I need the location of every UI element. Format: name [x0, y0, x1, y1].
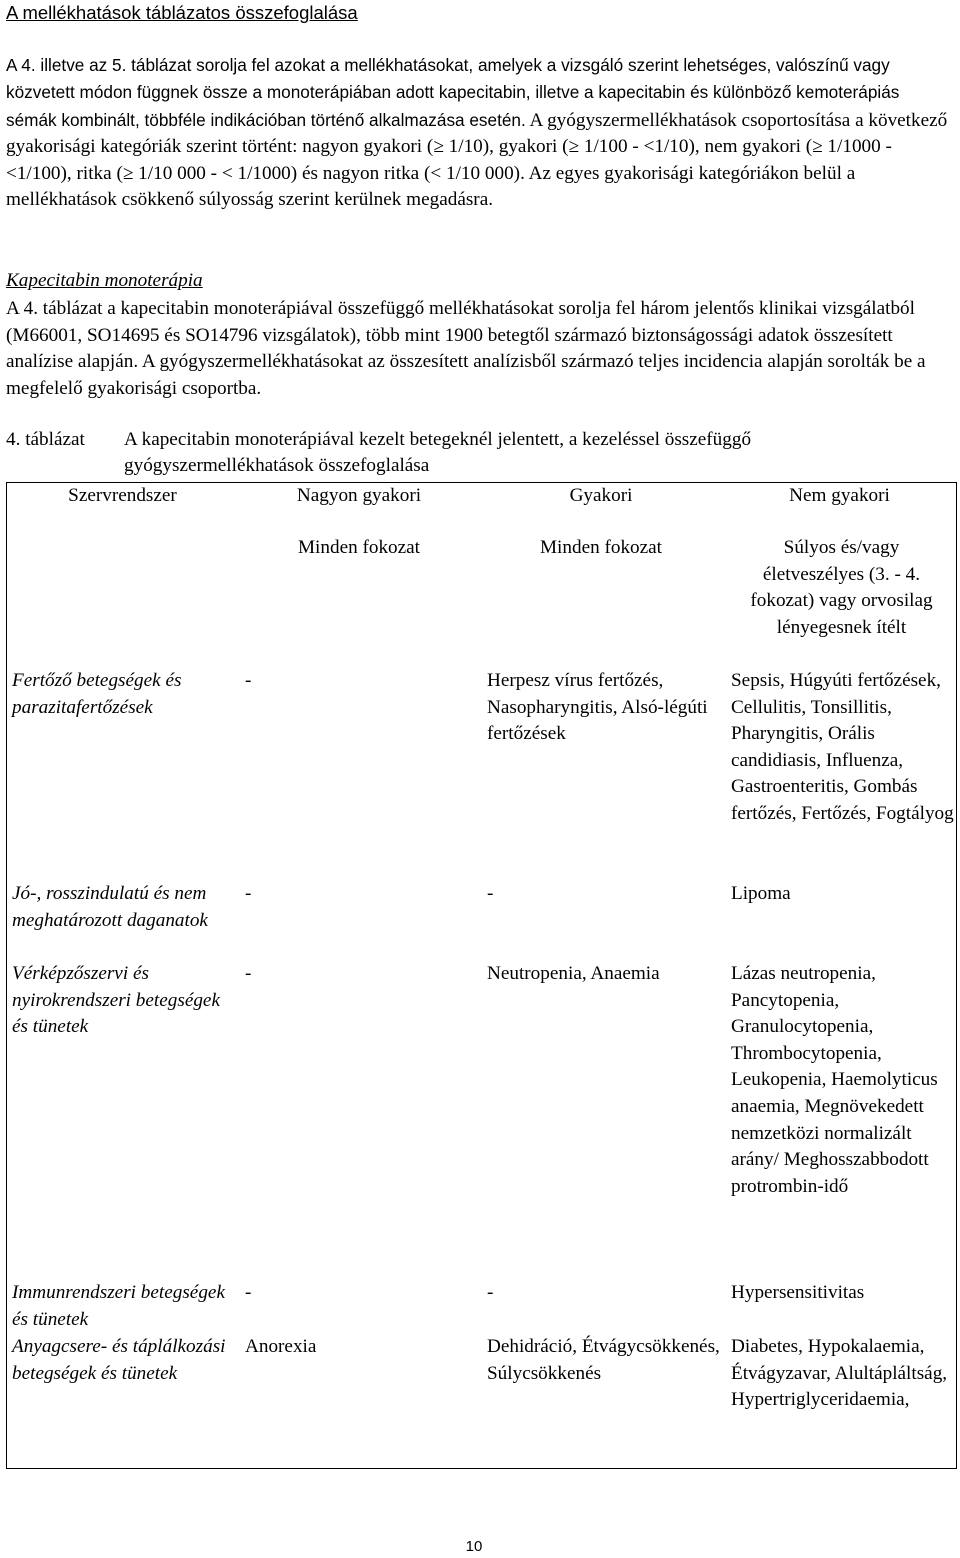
- table-row: [6, 1280, 956, 1334]
- organ-cell: Vérképzőszervi és nyirokrendszeri betegségek és tünetek: [12, 963, 220, 1038]
- very-common-cell: Anorexia: [245, 1336, 317, 1357]
- very-common-cell: -: [245, 963, 252, 984]
- intro-part-2: A gyógyszermellékhatások csoportosítása a következő gyakorisági kategóriák szerint történt: nagyon gyakori (≥ 1/10), gyakori (≥ 1/100 - <1/10), nem gyakori (≥ 1/1000 - <1/100), ritka (≥ 1/10 000 - < 1/1000) és nagyon ritka (< 1/10 000).: [6, 109, 948, 184]
- table-row: [6, 668, 956, 881]
- page-number: 10: [465, 1538, 483, 1555]
- organ-cell: Immunrendszeri betegségek és tünetek: [12, 1282, 225, 1330]
- table-row: [6, 961, 956, 1280]
- table-subheader-row: [6, 534, 956, 668]
- intro-part-3: Az egyes gyakorisági kategóriákon belül a mellékhatások csökkenő súlyosság szerint kerülnek megadásra.: [6, 162, 856, 211]
- header-organ: Szervrendszer: [68, 485, 177, 506]
- intro-part-1: A 4. illetve az 5. táblázat sorolja fel azokat a mellékhatásokat, amelyek a vizsgáló szerint lehetséges, valószínű vagy közvetett módon függnek össze a monoterápiában adott kapecitabin, illetve a kapecitabin és különböző kemoterápiás sémák kombinált, többféle indikációban történő alkalmazása esetén.: [6, 55, 900, 130]
- common-cell: -: [487, 883, 494, 904]
- uncommon-cell: Lipoma: [731, 883, 791, 904]
- header-very-common: Nagyon gyakori: [296, 485, 422, 506]
- table-header-row: [6, 482, 956, 534]
- common-cell: Dehidráció, Étvágycsökkenés, Súlycsökkenés: [487, 1336, 720, 1384]
- subheader-very-common: Minden fokozat: [297, 537, 421, 558]
- table-row: [6, 1334, 956, 1468]
- uncommon-cell: Diabetes, Hypokalaemia, Étvágyzavar, Alultápláltság, Hypertriglyceridaemia,: [731, 1336, 948, 1411]
- uncommon-cell: Hypersensitivitas: [731, 1282, 865, 1303]
- monotherapy-paragraph: A 4. táblázat a kapecitabin monoterápiával összefüggő mellékhatásokat sorolja fel három jelentős klinikai vizsgálatból (M66001, SO14695 és SO14796 vizsgálatok), több mint 1900 betegtől származó biztonságossági adatok összesített analízise alapján. A gyógyszermellékhatásokat az összesített analízisből származó teljes incidencia alapján sorolták be a megfelelő gyakorisági csoportba.: [6, 298, 926, 399]
- subheader-organ: [6, 534, 239, 668]
- table-row: [6, 881, 956, 961]
- organ-cell: Jó-, rosszindulatú és nem meghatározott daganatok: [12, 883, 208, 931]
- uncommon-cell: Lázas neutropenia, Pancytopenia, Granulocytopenia, Thrombocytopenia, Leukopenia, Haemolyticus anaemia, Megnövekedett nemzetközi normalizált arány/ Meghosszabbodott protrombin-idő: [731, 963, 938, 1197]
- table-caption-number: 4. táblázat: [6, 429, 85, 450]
- subheading: Kapecitabin monoterápia: [6, 270, 203, 291]
- section-heading: A mellékhatások táblázatos összefoglalása: [6, 2, 358, 23]
- common-cell: Neutropenia, Anaemia: [487, 963, 660, 984]
- organ-cell: Anyagcsere- és táplálkozási betegségek és tünetek: [12, 1336, 226, 1384]
- subheader-uncommon: Súlyos és/vagy életveszélyes (3. - 4. fokozat) vagy orvosilag lényegesnek ítélt: [750, 537, 933, 638]
- uncommon-cell: Sepsis, Húgyúti fertőzések, Cellulitis, Tonsillitis, Pharyngitis, Orális candidiasis, Influenza, Gastroenteritis, Gombás fertőzés, Fertőzés, Fogtályog: [731, 670, 954, 824]
- adverse-reactions-table: [6, 482, 956, 1468]
- intro-paragraph: [6, 52, 951, 213]
- table-caption-text: A kapecitabin monoterápiával kezelt betegeknél jelentett, a kezeléssel összefüggő gyógyszermellékhatások összefoglalása: [124, 429, 752, 477]
- header-common: Gyakori: [569, 485, 633, 506]
- very-common-cell: -: [245, 670, 252, 691]
- very-common-cell: -: [245, 1282, 252, 1303]
- header-uncommon: Nem gyakori: [789, 485, 890, 506]
- common-cell: -: [487, 1282, 494, 1303]
- common-cell: Herpesz vírus fertőzés, Nasopharyngitis, Alsó-légúti fertőzések: [487, 670, 708, 745]
- very-common-cell: -: [245, 883, 252, 904]
- subheader-common: Minden fokozat: [539, 537, 663, 558]
- organ-cell: Fertőző betegségek és parazitafertőzések: [12, 670, 182, 718]
